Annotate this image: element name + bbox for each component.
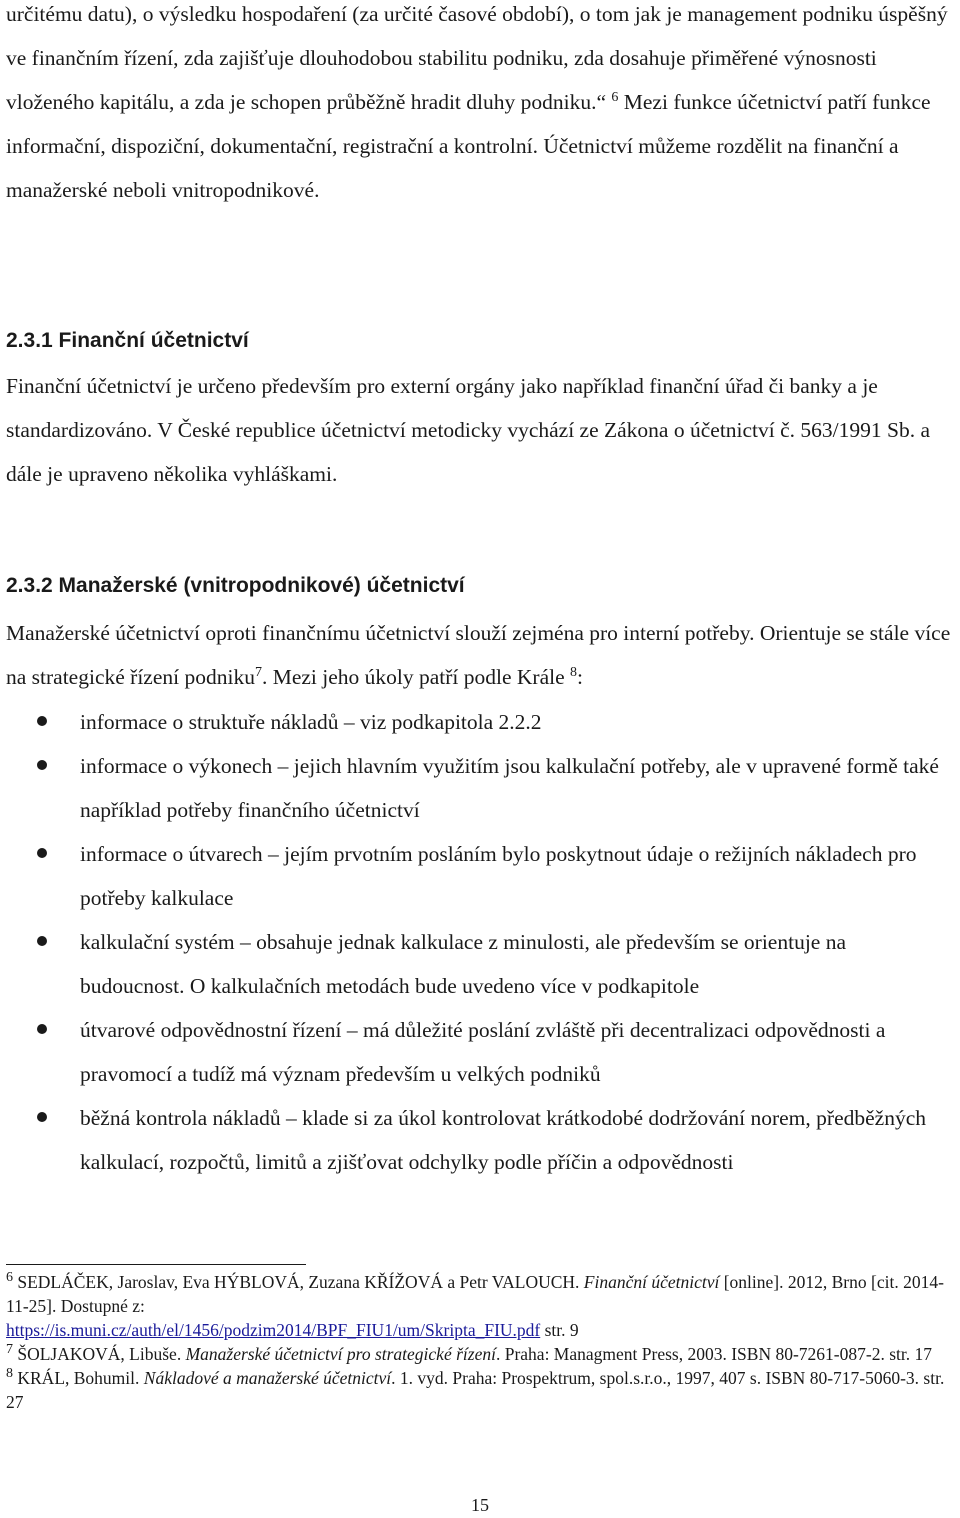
bullet-icon xyxy=(37,848,47,858)
footnote-7-title: Manažerské účetnictví pro strategické řízení xyxy=(185,1344,496,1364)
list-item xyxy=(0,744,955,832)
list-item-text: informace o útvarech – jejím prvotním posláním bylo poskytnout údaje o režijních nákladech pro potřeby kalkulace xyxy=(80,842,917,910)
section-heading-2-3-1: 2.3.1 Finanční účetnictví xyxy=(6,329,249,352)
section-2-3-1-paragraph: Finanční účetnictví je určeno především pro externí orgány jako například finanční úřad či banky a je standardizováno. V České republice účetnictví metodicky vychází ze Zákona o účetnictví č. 563/1991 Sb. a dále je upraveno několika vyhláškami. xyxy=(6,374,931,486)
footnote-8 xyxy=(6,1366,956,1414)
list-item-text: běžná kontrola nákladů – klade si za úkol kontrolovat krátkodobé dodržování norem, předběžných kalkulací, rozpočtů, limitů a zjišťovat odchylky podle příčin a odpovědnosti xyxy=(80,1106,926,1174)
footnote-ref-6[interactable]: 6 xyxy=(611,89,619,105)
list-item xyxy=(0,1008,955,1096)
footnote-6-details: [online]. 2012, Brno [cit. 2014-11-25]. Dostupné z: xyxy=(6,1272,944,1316)
section-2-3-2-text-2: . Mezi jeho úkoly patří podle Krále xyxy=(261,665,571,689)
footnote-number-6: 6 xyxy=(6,1270,13,1286)
footnote-8-title: Nákladové a manažerské účetnictví xyxy=(143,1368,392,1388)
bullet-icon xyxy=(37,936,47,946)
list-item xyxy=(0,700,955,744)
footnote-7-author: ŠOLJAKOVÁ, Libuše. xyxy=(13,1344,186,1364)
bullet-icon xyxy=(37,760,47,770)
section-2-3-2-text-3: : xyxy=(577,665,584,689)
list-item xyxy=(0,832,955,920)
footnote-6-link[interactable]: https://is.muni.cz/auth/el/1456/podzim2014/BPF_FIU1/um/Skripta_FIU.pdf xyxy=(6,1320,541,1340)
footnote-7 xyxy=(6,1342,956,1366)
list-item-text: útvarové odpovědnostní řízení – má důležité poslání zvláště při decentralizaci odpovědnosti a pravomocí a tudíž má význam především u velkých podniků xyxy=(80,1018,886,1086)
intro-paragraph xyxy=(6,0,956,212)
footnote-ref-8[interactable]: 8 xyxy=(570,664,578,680)
footnote-7-details: . Praha: Managment Press, 2003. ISBN 80-7261-087-2. str. 17 xyxy=(495,1344,932,1364)
tasks-bullet-list xyxy=(0,700,960,1184)
bullet-icon xyxy=(37,1112,47,1122)
intro-text-1: určitému datu), o výsledku hospodaření (za určité časové období), o tom jak je management podniku úspěšný ve finančním řízení, zda zajišťuje dlouhodobou stabilitu podniku, zda dosahuje přiměřené výnosnosti vloženého kapitálu, a zda je schopen průběžně hradit dluhy podniku.“ xyxy=(6,2,948,114)
footnote-number-8: 8 xyxy=(6,1366,13,1382)
section-2-3-2-text-1: Manažerské účetnictví oproti finančnímu účetnictví slouží zejména pro interní potřeby. Orientuje se stále více na strategické řízení podniku xyxy=(6,621,951,689)
bullet-icon xyxy=(37,716,47,726)
list-item-text: kalkulační systém – obsahuje jednak kalkulace z minulosti, ale především se orientuje na budoucnost. O kalkulačních metodách bude uvedeno více v podkapitole xyxy=(80,930,847,998)
page-number: 15 xyxy=(471,1495,489,1515)
footnote-6-page: str. 9 xyxy=(540,1320,579,1340)
footnote-number-7: 7 xyxy=(6,1342,13,1358)
footnotes xyxy=(6,1270,956,1414)
list-item xyxy=(0,1096,955,1184)
list-item-text: informace o výkonech – jejich hlavním využitím jsou kalkulační potřeby, ale v upravené formě také například potřeby finančního účetnictví xyxy=(80,754,939,822)
footnote-divider xyxy=(6,1264,306,1265)
footnote-8-details: . 1. vyd. Praha: Prospektrum, spol.s.r.o., 1997, 407 s. ISBN 80-717-5060-3. str. 27 xyxy=(6,1368,945,1412)
footnote-8-author: KRÁL, Bohumil. xyxy=(13,1368,144,1388)
section-heading-2-3-2: 2.3.2 Manažerské (vnitropodnikové) účetnictví xyxy=(6,574,465,597)
bullet-icon xyxy=(37,1024,47,1034)
list-item-text: informace o struktuře nákladů – viz podkapitola 2.2.2 xyxy=(80,710,542,734)
footnote-ref-7[interactable]: 7 xyxy=(254,664,262,680)
footnote-6 xyxy=(6,1270,956,1342)
footnote-6-title: Finanční účetnictví xyxy=(583,1272,720,1292)
list-item xyxy=(0,920,955,1008)
footnote-6-authors: SEDLÁČEK, Jaroslav, Eva HÝBLOVÁ, Zuzana KŘÍŽOVÁ a Petr VALOUCH. xyxy=(13,1272,584,1292)
intro-text-2: Mezi funkce účetnictví patří funkce informační, dispoziční, dokumentační, registrační a kontrolní. Účetnictví můžeme rozdělit na finanční a manažerské neboli vnitropodnikové. xyxy=(6,90,931,202)
section-2-3-2-paragraph xyxy=(6,611,956,699)
